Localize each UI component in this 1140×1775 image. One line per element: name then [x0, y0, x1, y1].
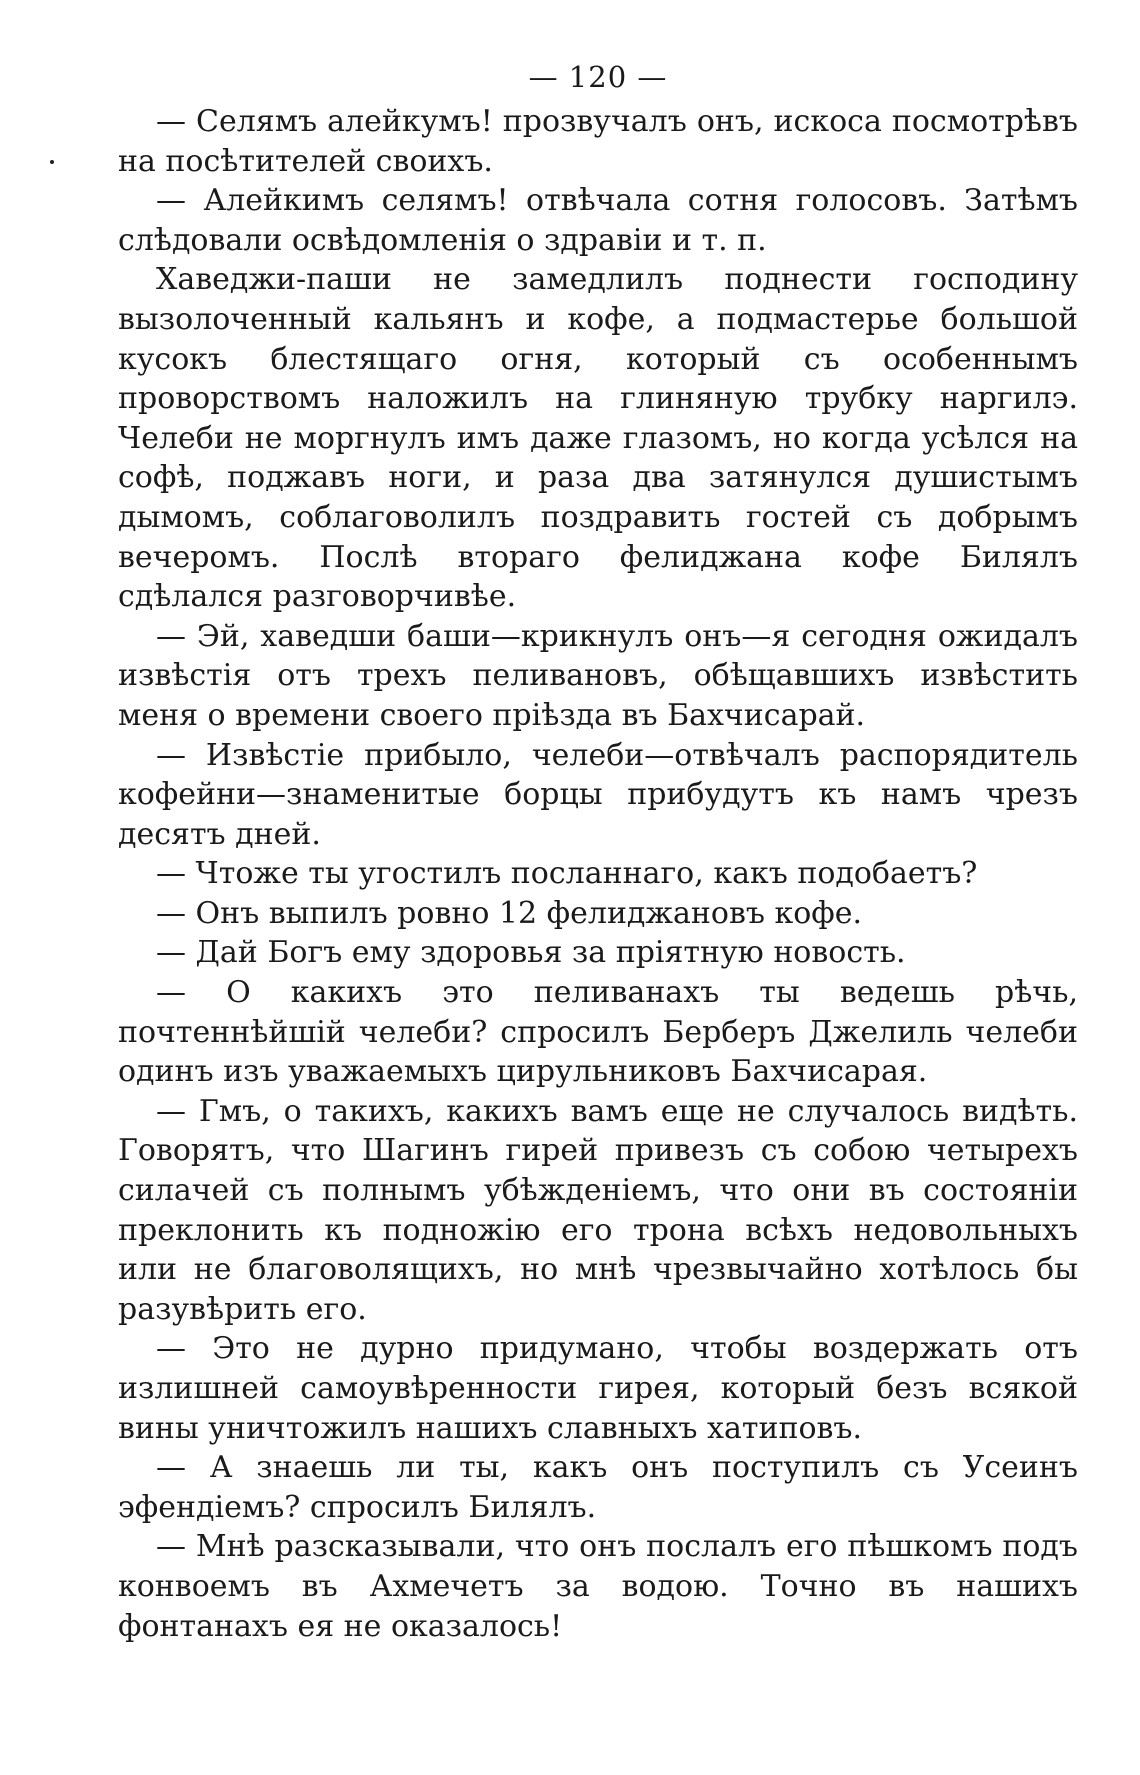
paragraph: — А знаешь ли ты, какъ онъ поступилъ съ Усеинъ эфендіемъ? спросилъ Билялъ.: [118, 1450, 1078, 1525]
paragraph: — Дай Богъ ему здоровья за пріятную новость.: [156, 935, 906, 971]
ink-speck: [50, 160, 54, 164]
paragraph: — Онъ выпилъ ровно 12 фелиджановъ кофе.: [156, 895, 863, 931]
paragraph: — Извѣстіе прибыло, челеби—отвѣчалъ распорядитель кофейни—знаменитые борцы прибудутъ къ намъ чрезъ десятъ дней.: [118, 737, 1078, 852]
paragraph: — Эй, хаведши баши—крикнулъ онъ—я сегодня ожидалъ извѣстія отъ трехъ пеливановъ, обѣщавшихъ извѣстить меня о времени своего пріѣзда въ Бахчисарай.: [118, 618, 1078, 733]
paragraph: — Мнѣ разсказывали, что онъ послалъ его пѣшкомъ подъ конвоемъ въ Ахмечетъ за водою. Точно въ нашихъ фонтанахъ ея не оказалось!: [118, 1529, 1078, 1644]
paragraph: — Это не дурно придумано, чтобы воздержать отъ излишней самоувѣренности гирея, который безъ всякой вины уничтожилъ нашихъ славныхъ хатиповъ.: [118, 1331, 1078, 1446]
page-number: — 120 —: [528, 60, 668, 94]
paragraph: — О какихъ это пеливанахъ ты ведешь рѣчь, почтеннѣйшій челеби? спросилъ Берберъ Джелиль челеби одинъ изъ уважаемыхъ цирульниковъ Бахчисарая.: [118, 975, 1078, 1090]
paragraph: Хаведжи-паши не замедлилъ поднести господину вызолоченный кальянъ и кофе, а подмастерье большой кусокъ блестящаго огня, который съ особеннымъ проворствомъ наложилъ на глиняную трубку наргилэ. Челеби не моргнулъ имъ даже глазомъ, но когда усѣлся на софѣ, поджавъ ноги, и раза два затянулся душистымъ дымомъ, соблаговолилъ поздравить гостей съ добрымъ вечеромъ. Послѣ втораго фелиджана кофе Билялъ сдѣлался разговорчивѣе.: [118, 262, 1078, 615]
book-page: [118, 52, 1078, 1646]
paragraph: — Чтоже ты угостилъ посланнаго, какъ подобаетъ?: [156, 856, 978, 892]
paragraph: — Селямъ алейкумъ! прозвучалъ онъ, искоса посмотрѣвъ на посѣтителей своихъ.: [118, 104, 1078, 179]
paragraph: — Алейкимъ селямъ! отвѣчала сотня голосовъ. Затѣмъ слѣдовали освѣдомленія о здравіи и т. п.: [118, 183, 1078, 258]
page-text: [118, 102, 1078, 1646]
paragraph: — Гмъ, о такихъ, какихъ вамъ еще не случалось видѣть. Говорятъ, что Шагинъ гирей привезъ съ собою четырехъ силачей съ полнымъ убѣжденіемъ, что они въ состояніи преклонить къ подножію его трона всѣхъ недовольныхъ или не благоволящихъ, но мнѣ чрезвычайно хотѣлось бы разувѣрить его.: [118, 1093, 1078, 1327]
